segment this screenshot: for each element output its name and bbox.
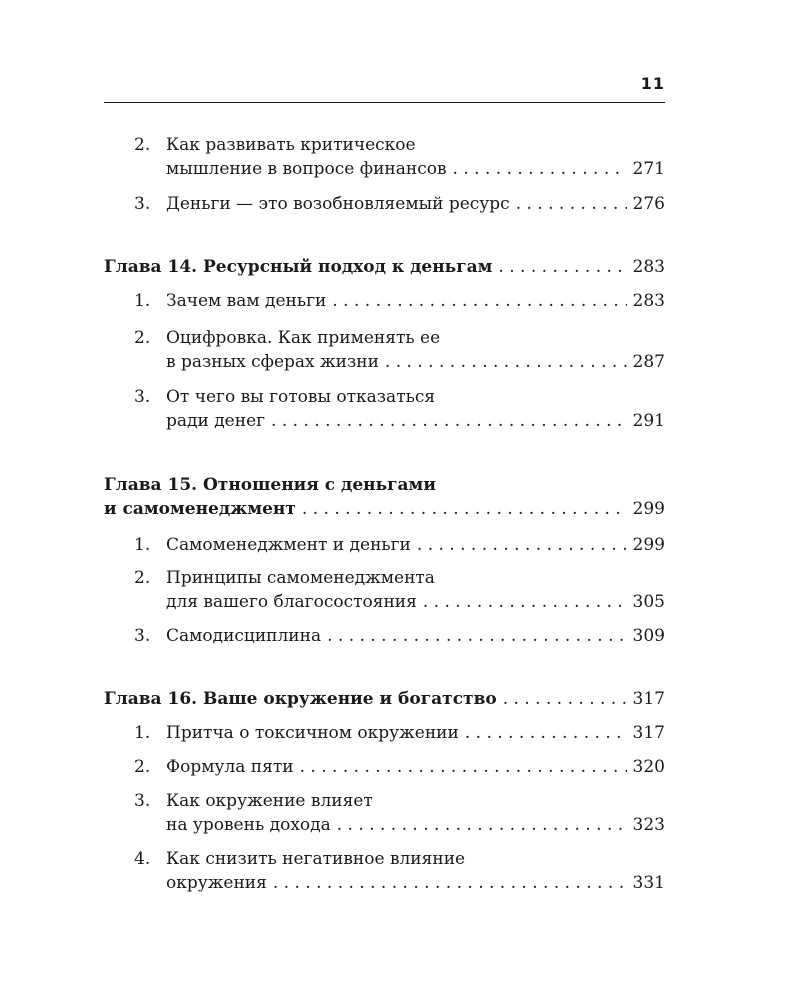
entry-number: 2. bbox=[134, 568, 151, 588]
entry-title-line: Формула пяти bbox=[166, 757, 294, 777]
entry-title-line: в разных сферах жизни bbox=[166, 352, 379, 372]
entry-title-line: Деньги — это возобновляемый ресурс bbox=[166, 194, 510, 214]
entry-number: 2. bbox=[134, 328, 151, 348]
toc-entry[interactable] bbox=[104, 755, 665, 779]
page-number: 11 bbox=[640, 74, 665, 93]
dot-leader bbox=[327, 624, 626, 648]
chapter-title-line: и самоменеджмент bbox=[104, 499, 296, 519]
toc-entry[interactable] bbox=[104, 289, 665, 313]
dot-leader bbox=[503, 687, 627, 711]
entry-title-line: Как снизить негативное влияние bbox=[166, 849, 466, 869]
entry-title-line: окружения bbox=[166, 873, 267, 893]
entry-number: 1. bbox=[134, 723, 151, 743]
dot-leader bbox=[332, 289, 626, 313]
toc-entry[interactable] bbox=[104, 721, 665, 745]
chapter-title-line: Глава 15. Отношения с деньгами bbox=[104, 475, 436, 495]
entry-number: 1. bbox=[134, 535, 151, 555]
chapter-page: 317 bbox=[632, 689, 665, 709]
entry-page: 317 bbox=[632, 723, 665, 743]
entry-number: 3. bbox=[134, 626, 151, 646]
toc-entry[interactable] bbox=[104, 789, 665, 837]
dot-leader bbox=[302, 497, 627, 521]
entry-number: 2. bbox=[134, 135, 151, 155]
toc-entry[interactable] bbox=[104, 326, 665, 374]
entry-number: 3. bbox=[134, 791, 151, 811]
chapter-page: 283 bbox=[632, 257, 665, 277]
entry-title-line: Оцифровка. Как применять ее bbox=[166, 328, 441, 348]
entry-page: 283 bbox=[632, 291, 665, 311]
dot-leader bbox=[417, 533, 627, 557]
entry-number: 3. bbox=[134, 194, 151, 214]
dot-leader bbox=[453, 157, 627, 181]
entry-title-line: Как развивать критическое bbox=[166, 135, 416, 155]
toc-entry[interactable] bbox=[104, 533, 665, 557]
entry-number: 4. bbox=[134, 849, 151, 869]
entry-title-line: Притча о токсичном окружении bbox=[166, 723, 459, 743]
toc-chapter[interactable] bbox=[104, 255, 665, 279]
dot-leader bbox=[300, 755, 627, 779]
entry-title-line: ради денег bbox=[166, 411, 266, 431]
entry-title-line: для вашего благосостояния bbox=[166, 592, 417, 612]
entry-title-line: Зачем вам деньги bbox=[166, 291, 327, 311]
dot-leader bbox=[423, 590, 627, 614]
entry-page: 287 bbox=[632, 352, 665, 372]
entry-title-line: Самоменеджмент и деньги bbox=[166, 535, 411, 555]
entry-title-line: на уровень дохода bbox=[166, 815, 331, 835]
dot-leader bbox=[273, 871, 627, 895]
dot-leader bbox=[516, 192, 627, 216]
entry-page: 299 bbox=[632, 535, 665, 555]
entry-page: 291 bbox=[632, 411, 665, 431]
entry-title-line: Самодисциплина bbox=[166, 626, 322, 646]
entry-number: 3. bbox=[134, 387, 151, 407]
chapter-page: 299 bbox=[632, 499, 665, 519]
entry-page: 271 bbox=[632, 159, 665, 179]
entry-number: 2. bbox=[134, 757, 151, 777]
entry-title-line: мышление в вопросе финансов bbox=[166, 159, 447, 179]
entry-page: 305 bbox=[632, 592, 665, 612]
toc-entry[interactable] bbox=[104, 847, 665, 895]
entry-number: 1. bbox=[134, 291, 151, 311]
dot-leader bbox=[271, 409, 627, 433]
toc-entry[interactable] bbox=[104, 624, 665, 648]
entry-page: 320 bbox=[632, 757, 665, 777]
toc-chapter[interactable] bbox=[104, 687, 665, 711]
header-rule bbox=[104, 102, 665, 103]
entry-title-line: От чего вы готовы отказаться bbox=[166, 387, 436, 407]
toc-entry[interactable] bbox=[104, 133, 665, 181]
entry-page: 323 bbox=[632, 815, 665, 835]
toc-entry[interactable] bbox=[104, 566, 665, 614]
chapter-title-line: Глава 14. Ресурсный подход к деньгам bbox=[104, 257, 493, 277]
toc-entry[interactable] bbox=[104, 385, 665, 433]
entry-title-line: Принципы самоменеджмента bbox=[166, 568, 435, 588]
entry-page: 331 bbox=[632, 873, 665, 893]
chapter-title-line: Глава 16. Ваше окружение и богатство bbox=[104, 689, 497, 709]
entry-page: 309 bbox=[632, 626, 665, 646]
entry-title-line: Как окружение влияет bbox=[166, 791, 373, 811]
dot-leader bbox=[498, 255, 626, 279]
toc-entry[interactable] bbox=[104, 192, 665, 216]
dot-leader bbox=[385, 350, 627, 374]
dot-leader bbox=[337, 813, 627, 837]
entry-page: 276 bbox=[632, 194, 665, 214]
toc-chapter[interactable] bbox=[104, 473, 665, 521]
dot-leader bbox=[465, 721, 627, 745]
